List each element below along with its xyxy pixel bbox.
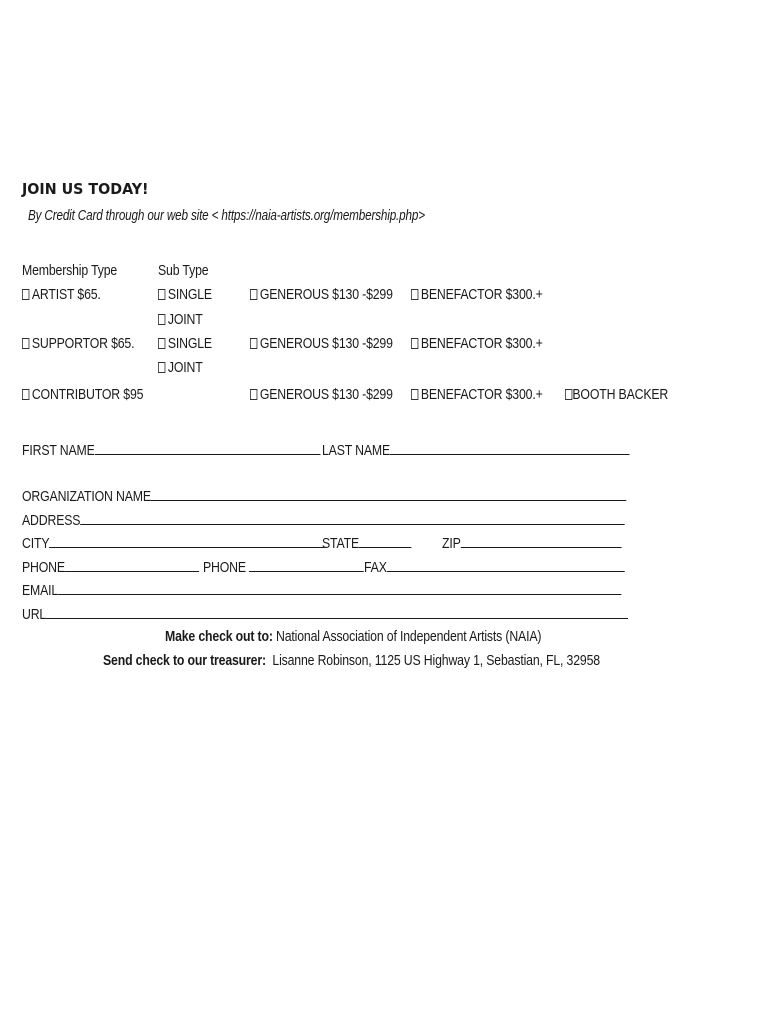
membership-type-header: Membership Type bbox=[22, 262, 118, 279]
supportor-checkbox[interactable] bbox=[22, 338, 29, 349]
option-artist[interactable] bbox=[22, 286, 101, 304]
artist-joint-checkbox[interactable] bbox=[158, 314, 165, 325]
organization-name-line[interactable] bbox=[151, 486, 627, 501]
first-name-label: FIRST NAME bbox=[22, 442, 95, 459]
zip-line[interactable] bbox=[461, 533, 622, 548]
last-name-line[interactable] bbox=[390, 440, 629, 455]
phone-2-field[interactable] bbox=[203, 557, 364, 577]
fax-field[interactable] bbox=[364, 557, 625, 577]
option-benefactor-label: BENEFACTOR $300.+ bbox=[420, 386, 543, 403]
option-artist-single[interactable] bbox=[158, 286, 212, 304]
option-contributor-label: CONTRIBUTOR $95 bbox=[31, 386, 144, 403]
option-joint-label: JOINT bbox=[167, 311, 203, 328]
option-contributor[interactable] bbox=[22, 386, 143, 404]
option-artist-label: ARTIST $65. bbox=[31, 286, 101, 303]
option-supportor-label: SUPPORTOR $65. bbox=[31, 335, 135, 352]
zip-label: ZIP bbox=[442, 535, 461, 552]
supportor-benefactor-checkbox[interactable] bbox=[411, 338, 418, 349]
state-line[interactable] bbox=[359, 533, 411, 548]
organization-name-field[interactable] bbox=[22, 486, 626, 506]
phone-label: PHONE bbox=[22, 559, 65, 576]
option-supportor-generous[interactable] bbox=[250, 335, 393, 353]
url-field[interactable] bbox=[22, 604, 628, 624]
option-artist-joint[interactable] bbox=[158, 311, 203, 329]
phone-field[interactable] bbox=[22, 557, 199, 577]
fax-label: FAX bbox=[364, 559, 387, 576]
option-generous-label: GENEROUS $130 -$299 bbox=[259, 386, 393, 403]
supportor-single-checkbox[interactable] bbox=[158, 338, 165, 349]
option-benefactor-label: BENEFACTOR $300.+ bbox=[420, 335, 543, 352]
option-supportor-joint[interactable] bbox=[158, 359, 203, 377]
email-label: EMAIL bbox=[22, 582, 59, 599]
url-line[interactable] bbox=[46, 604, 628, 619]
option-supportor[interactable] bbox=[22, 335, 134, 353]
option-supportor-benefactor[interactable] bbox=[411, 335, 543, 353]
phone-line[interactable] bbox=[65, 557, 199, 572]
send-check-value: Lisanne Robinson, 1125 US Highway 1, Sebastian, FL, 32958 bbox=[272, 652, 600, 669]
option-single-label: SINGLE bbox=[167, 286, 212, 303]
organization-name-label: ORGANIZATION NAME bbox=[22, 488, 151, 505]
check-payable-label: Make check out to: bbox=[165, 628, 273, 645]
zip-field[interactable] bbox=[442, 533, 621, 553]
artist-generous-checkbox[interactable] bbox=[250, 289, 257, 300]
city-label: CITY bbox=[22, 535, 50, 552]
city-field[interactable] bbox=[22, 533, 325, 553]
option-contributor-benefactor[interactable] bbox=[411, 386, 543, 404]
state-label: STATE bbox=[322, 535, 360, 552]
address-label: ADDRESS bbox=[22, 512, 81, 529]
option-booth-backer-label: BOOTH BACKER bbox=[572, 386, 669, 403]
option-supportor-single[interactable] bbox=[158, 335, 212, 353]
check-payable-value: National Association of Independent Artists (NAIA) bbox=[276, 628, 542, 645]
artist-benefactor-checkbox[interactable] bbox=[411, 289, 418, 300]
supportor-generous-checkbox[interactable] bbox=[250, 338, 257, 349]
option-generous-label: GENEROUS $130 -$299 bbox=[259, 335, 393, 352]
city-line[interactable] bbox=[49, 533, 325, 548]
option-generous-label: GENEROUS $130 -$299 bbox=[259, 286, 393, 303]
email-field[interactable] bbox=[22, 580, 621, 600]
option-benefactor-label: BENEFACTOR $300.+ bbox=[420, 286, 543, 303]
send-check-line bbox=[103, 652, 600, 670]
last-name-field[interactable] bbox=[322, 440, 629, 460]
option-booth-backer[interactable] bbox=[565, 386, 668, 404]
booth-backer-checkbox[interactable] bbox=[565, 389, 572, 400]
sub-type-header: Sub Type bbox=[158, 262, 209, 279]
contributor-checkbox[interactable] bbox=[22, 389, 29, 400]
url-label: URL bbox=[22, 606, 47, 623]
last-name-label: LAST NAME bbox=[322, 442, 391, 459]
option-single-label: SINGLE bbox=[167, 335, 212, 352]
check-payable-line bbox=[165, 628, 541, 646]
address-line[interactable] bbox=[80, 510, 624, 525]
first-name-field[interactable] bbox=[22, 440, 320, 460]
option-joint-label: JOINT bbox=[167, 359, 203, 376]
option-artist-benefactor[interactable] bbox=[411, 286, 543, 304]
contributor-benefactor-checkbox[interactable] bbox=[411, 389, 418, 400]
address-field[interactable] bbox=[22, 510, 625, 530]
email-line[interactable] bbox=[58, 580, 621, 595]
phone-2-label: PHONE bbox=[203, 559, 246, 576]
fax-line[interactable] bbox=[387, 557, 625, 572]
page-title: JOIN US TODAY! bbox=[22, 180, 149, 198]
supportor-joint-checkbox[interactable] bbox=[158, 362, 165, 373]
phone-2-line[interactable] bbox=[249, 557, 364, 572]
option-contributor-generous[interactable] bbox=[250, 386, 393, 404]
option-artist-generous[interactable] bbox=[250, 286, 393, 304]
payment-url-note[interactable]: By Credit Card through our web site < https://naia-artists.org/membership.php> bbox=[28, 207, 425, 224]
contributor-generous-checkbox[interactable] bbox=[250, 389, 257, 400]
artist-checkbox[interactable] bbox=[22, 289, 29, 300]
first-name-line[interactable] bbox=[95, 440, 321, 455]
state-field[interactable] bbox=[322, 533, 411, 553]
send-check-label: Send check to our treasurer: bbox=[103, 652, 266, 669]
artist-single-checkbox[interactable] bbox=[158, 289, 165, 300]
